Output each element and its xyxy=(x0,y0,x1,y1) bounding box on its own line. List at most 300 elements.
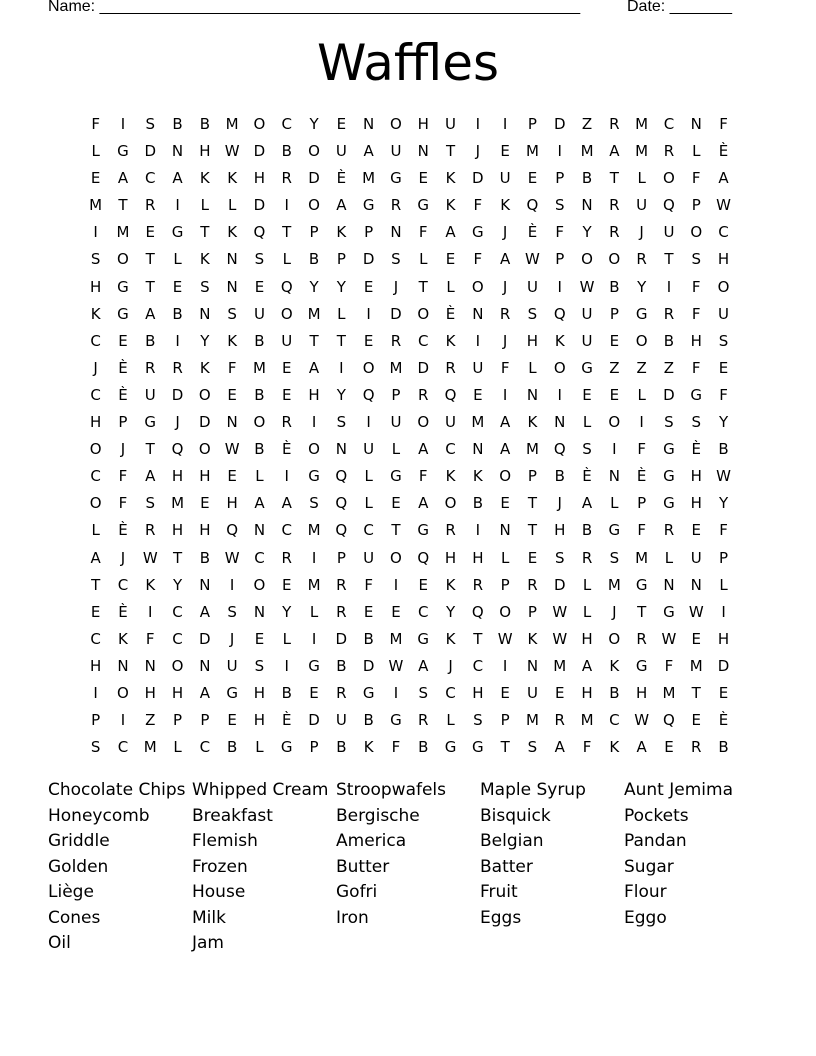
grid-cell: Y xyxy=(309,115,319,133)
grid-cell: M xyxy=(143,738,157,757)
grid-cell: E xyxy=(90,169,101,188)
grid-cell: P xyxy=(719,548,729,567)
grid-cell: P xyxy=(364,223,374,242)
grid-cell: Q xyxy=(471,602,484,621)
grid-cell: A xyxy=(554,738,565,757)
word-list-item: Batter xyxy=(480,856,533,877)
grid-cell: L xyxy=(91,521,100,540)
grid-cell: M xyxy=(307,304,321,323)
grid-cell: W xyxy=(716,196,731,215)
grid-cell: L xyxy=(173,738,182,757)
grid-cell: G xyxy=(417,521,430,540)
grid-cell: H xyxy=(581,629,593,648)
grid-cell: B xyxy=(718,440,729,459)
grid-row xyxy=(82,519,742,546)
grid-row xyxy=(82,574,742,601)
word-list-item: Flemish xyxy=(192,831,258,851)
grid-cell: K xyxy=(227,331,238,350)
grid-cell: I xyxy=(475,331,481,350)
grid-cell: I xyxy=(175,196,180,215)
grid-cell: C xyxy=(445,683,456,702)
grid-cell: R xyxy=(581,548,593,567)
grid-cell: S xyxy=(691,250,701,269)
grid-cell: Y xyxy=(309,277,319,296)
grid-row xyxy=(82,357,742,384)
grid-cell: A xyxy=(172,169,183,188)
grid-cell: U xyxy=(253,304,265,323)
grid-cell: T xyxy=(445,142,456,161)
grid-cell: L xyxy=(610,494,619,513)
grid-cell: E xyxy=(500,683,510,702)
grid-cell: H xyxy=(581,683,593,702)
grid-cell: M xyxy=(580,142,594,161)
grid-cell: B xyxy=(718,738,729,757)
grid-cell: B xyxy=(281,683,292,702)
grid-cell: Q xyxy=(553,440,566,459)
grid-cell: P xyxy=(118,413,128,432)
grid-cell: I xyxy=(393,683,399,702)
grid-cell: È xyxy=(691,440,701,459)
grid-cell: H xyxy=(472,548,484,567)
grid-cell: S xyxy=(254,656,265,675)
grid-cell: B xyxy=(336,656,347,675)
grid-cell: S xyxy=(227,304,237,323)
grid-cell: M xyxy=(689,656,703,675)
grid-cell: U xyxy=(581,331,593,350)
grid-cell: H xyxy=(554,521,566,540)
grid-cell: A xyxy=(308,358,320,377)
grid-cell: A xyxy=(636,738,647,757)
grid-cell: A xyxy=(418,656,429,675)
grid-cell: E xyxy=(609,331,620,350)
grid-cell: L xyxy=(500,548,510,567)
grid-cell: E xyxy=(718,683,729,702)
grid-cell: L xyxy=(446,711,455,730)
grid-cell: Q xyxy=(280,277,293,296)
grid-cell: M xyxy=(389,629,403,648)
grid-cell: Y xyxy=(637,277,647,296)
grid-cell: I xyxy=(393,575,399,594)
grid-cell: L xyxy=(637,169,646,188)
grid-cell: N xyxy=(472,440,484,459)
grid-cell: R xyxy=(609,196,620,215)
grid-cell: G xyxy=(280,738,293,757)
grid-cell: O xyxy=(171,656,184,675)
grid-cell: G xyxy=(635,656,648,675)
grid-cell: I xyxy=(557,142,562,161)
grid-cell: N xyxy=(417,142,429,161)
grid-cell: R xyxy=(418,711,429,730)
grid-cell: L xyxy=(282,250,291,269)
grid-cell: A xyxy=(609,142,620,161)
grid-cell: B xyxy=(363,711,374,730)
grid-cell: K xyxy=(554,331,565,350)
grid-cell: I xyxy=(311,413,317,432)
grid-cell: Q xyxy=(444,385,457,404)
grid-cell: D xyxy=(308,169,320,188)
grid-cell: I xyxy=(284,196,289,215)
grid-cell: F xyxy=(145,629,155,648)
grid-cell: H xyxy=(90,413,102,432)
grid-cell: D xyxy=(253,196,266,215)
grid-cell: H xyxy=(444,548,457,567)
word-list-item: Chocolate Chips xyxy=(48,780,186,800)
grid-cell: N xyxy=(199,304,211,323)
grid-cell: T xyxy=(391,521,401,540)
grid-cell: G xyxy=(390,169,402,188)
grid-cell: D xyxy=(417,358,430,377)
grid-cell: E xyxy=(282,385,292,404)
grid-cell: P xyxy=(691,196,701,215)
grid-cell: R xyxy=(145,358,156,377)
grid-cell: R xyxy=(636,629,647,648)
grid-cell: K xyxy=(90,304,101,323)
grid-cell: T xyxy=(664,250,674,269)
grid-cell: F xyxy=(719,521,728,540)
grid-cell: L xyxy=(364,467,373,486)
grid-cell: A xyxy=(363,142,374,161)
grid-cell: M xyxy=(307,575,321,594)
grid-cell: B xyxy=(172,304,183,323)
grid-cell: I xyxy=(557,385,562,404)
grid-cell: È xyxy=(445,304,456,323)
grid-cell: A xyxy=(500,440,511,459)
grid-cell: E xyxy=(691,629,701,648)
word-list-item: Sugar xyxy=(624,856,674,877)
grid-cell: B xyxy=(554,467,565,486)
grid-cell: E xyxy=(90,602,101,621)
grid-cell: P xyxy=(555,169,565,188)
grid-cell: R xyxy=(554,711,565,730)
grid-cell: S xyxy=(718,331,729,350)
grid-cell: M xyxy=(89,196,103,215)
grid-cell: O xyxy=(89,440,102,459)
grid-cell: O xyxy=(390,548,402,567)
grid-cell: L xyxy=(364,494,373,513)
grid-cell: O xyxy=(635,331,648,350)
word-list-item: Griddle xyxy=(48,831,110,851)
word-list-item: Butter xyxy=(336,856,390,877)
grid-cell: U xyxy=(445,413,457,432)
grid-cell: D xyxy=(199,413,211,432)
grid-cell: Q xyxy=(335,521,348,540)
grid-cell: È xyxy=(718,711,729,730)
word-row xyxy=(48,778,768,804)
grid-cell: H xyxy=(690,331,702,350)
grid-cell: W xyxy=(224,142,240,161)
grid-cell: B xyxy=(308,250,320,269)
grid-cell: M xyxy=(252,358,266,377)
grid-cell: H xyxy=(90,277,102,296)
grid-cell: N xyxy=(144,656,156,675)
grid-cell: I xyxy=(120,115,126,133)
grid-row xyxy=(82,221,742,248)
grid-cell: L xyxy=(200,196,210,215)
grid-cell: J xyxy=(175,413,180,432)
grid-cell: U xyxy=(363,548,375,567)
grid-cell: N xyxy=(526,385,539,404)
grid-cell: L xyxy=(91,142,100,161)
grid-cell: T xyxy=(637,602,647,621)
grid-cell: U xyxy=(499,169,511,188)
grid-cell: A xyxy=(500,413,511,432)
grid-cell: F xyxy=(555,223,565,242)
grid-cell: H xyxy=(199,142,211,161)
grid-cell: H xyxy=(171,683,184,702)
grid-cell: Z xyxy=(145,711,156,730)
grid-cell: K xyxy=(118,629,128,648)
word-list-item: Fruit xyxy=(480,882,518,902)
grid-cell: U xyxy=(526,277,538,296)
grid-cell: E xyxy=(200,494,210,513)
grid-cell: F xyxy=(719,385,728,404)
grid-cell: J xyxy=(229,629,235,648)
grid-cell: R xyxy=(691,738,702,757)
grid-cell: K xyxy=(527,413,538,432)
grid-cell: A xyxy=(581,494,593,513)
grid-cell: W xyxy=(552,602,568,621)
grid-cell: A xyxy=(581,656,593,675)
grid-cell: È xyxy=(118,385,128,404)
grid-cell: È xyxy=(282,440,292,459)
grid-cell: J xyxy=(475,142,481,161)
grid-cell: E xyxy=(363,602,374,621)
grid-cell: T xyxy=(473,629,483,648)
grid-cell: H xyxy=(253,711,266,730)
word-list-item: Cones xyxy=(48,907,101,928)
grid-cell: R xyxy=(172,358,183,377)
grid-cell: H xyxy=(199,521,211,540)
grid-cell: D xyxy=(717,656,730,675)
grid-cell: W xyxy=(716,467,731,486)
grid-cell: N xyxy=(581,196,593,215)
grid-cell: C xyxy=(172,602,183,621)
grid-cell: F xyxy=(473,196,483,215)
grid-cell: I xyxy=(284,656,289,675)
grid-cell: P xyxy=(336,250,346,269)
grid-cell: G xyxy=(390,467,402,486)
grid-cell: G xyxy=(608,521,621,540)
grid-cell: S xyxy=(145,494,155,513)
grid-cell: H xyxy=(472,683,484,702)
word-list-item: Frozen xyxy=(192,856,248,877)
grid-cell: M xyxy=(635,115,649,133)
grid-cell: B xyxy=(609,277,620,296)
grid-cell: E xyxy=(172,277,183,296)
grid-cell: M xyxy=(635,142,649,161)
grid-cell: Q xyxy=(417,548,430,567)
grid-cell: I xyxy=(339,358,344,377)
grid-cell: E xyxy=(691,711,701,730)
grid-cell: E xyxy=(609,385,620,404)
grid-cell: N xyxy=(499,521,511,540)
grid-cell: E xyxy=(145,223,155,242)
grid-cell: R xyxy=(663,521,675,540)
grid-cell: E xyxy=(391,494,401,513)
word-list-item: Flour xyxy=(624,882,667,902)
grid-cell: I xyxy=(229,575,235,594)
grid-cell: I xyxy=(284,467,289,486)
grid-cell: O xyxy=(499,467,512,486)
grid-cell: P xyxy=(609,304,619,323)
grid-cell: K xyxy=(227,223,238,242)
grid-cell: F xyxy=(637,440,646,459)
grid-cell: C xyxy=(718,223,729,242)
word-list-item: Eggo xyxy=(624,907,667,928)
letter-grid xyxy=(82,113,742,763)
grid-cell: C xyxy=(663,115,675,133)
grid-cell: W xyxy=(579,277,595,296)
grid-cell: T xyxy=(609,169,619,188)
grid-cell: B xyxy=(472,494,483,513)
grid-cell: O xyxy=(253,413,266,432)
grid-cell: G xyxy=(663,494,675,513)
grid-cell: I xyxy=(639,413,644,432)
grid-cell: B xyxy=(336,738,347,757)
grid-cell: N xyxy=(690,115,702,133)
grid-cell: U xyxy=(335,142,347,161)
grid-cell: O xyxy=(280,304,293,323)
grid-cell: M xyxy=(171,494,185,513)
grid-cell: K xyxy=(145,575,156,594)
grid-cell: C xyxy=(172,629,183,648)
grid-cell: Q xyxy=(253,223,266,242)
grid-cell: E xyxy=(582,385,592,404)
word-list-item: Pandan xyxy=(624,831,687,851)
grid-cell: T xyxy=(172,548,183,567)
grid-cell: R xyxy=(390,331,402,350)
grid-cell: T xyxy=(309,331,319,350)
grid-cell: K xyxy=(199,169,210,188)
word-row xyxy=(48,906,768,932)
grid-cell: O xyxy=(198,440,211,459)
grid-cell: J xyxy=(448,656,453,675)
grid-row xyxy=(82,682,742,709)
grid-cell: Q xyxy=(526,196,539,215)
name-field-label: Name: ______________________________________________________ xyxy=(48,0,581,15)
grid-cell: D xyxy=(199,629,211,648)
grid-cell: O xyxy=(253,115,266,133)
grid-cell: I xyxy=(366,304,371,323)
grid-cell: R xyxy=(390,196,402,215)
grid-cell: O xyxy=(581,250,593,269)
grid-cell: I xyxy=(557,277,562,296)
grid-cell: O xyxy=(608,413,621,432)
grid-cell: U xyxy=(144,385,156,404)
grid-cell: G xyxy=(635,575,648,594)
grid-cell: N xyxy=(199,656,211,675)
grid-cell: Y xyxy=(200,331,210,350)
grid-cell: K xyxy=(500,196,511,215)
grid-cell: F xyxy=(691,169,701,188)
grid-cell: E xyxy=(254,277,265,296)
grid-cell: R xyxy=(472,575,484,594)
grid-cell: O xyxy=(253,575,266,594)
grid-cell: Y xyxy=(445,602,456,621)
grid-cell: C xyxy=(199,738,211,757)
grid-cell: O xyxy=(417,304,430,323)
grid-cell: H xyxy=(253,683,266,702)
grid-cell: G xyxy=(417,629,430,648)
grid-cell: G xyxy=(362,196,375,215)
grid-cell: Y xyxy=(718,494,729,513)
word-row xyxy=(48,804,768,830)
grid-cell: J xyxy=(120,548,126,567)
grid-cell: M xyxy=(662,683,676,702)
grid-cell: F xyxy=(391,738,401,757)
grid-cell: G xyxy=(690,385,703,404)
grid-cell: C xyxy=(281,521,292,540)
grid-cell: A xyxy=(718,169,729,188)
grid-cell: M xyxy=(389,358,403,377)
grid-cell: T xyxy=(500,738,510,757)
grid-cell: L xyxy=(309,602,319,621)
grid-cell: C xyxy=(117,738,129,757)
word-list-item: Oil xyxy=(48,933,71,953)
grid-cell: N xyxy=(253,521,266,540)
grid-cell: K xyxy=(445,467,456,486)
grid-cell: K xyxy=(445,629,456,648)
grid-cell: N xyxy=(171,142,184,161)
grid-cell: U xyxy=(390,142,402,161)
grid-row xyxy=(82,248,742,275)
grid-cell: F xyxy=(364,575,373,594)
grid-cell: T xyxy=(145,277,155,296)
grid-cell: I xyxy=(502,656,508,675)
grid-cell: M xyxy=(116,223,130,242)
grid-cell: W xyxy=(552,629,568,648)
grid-row xyxy=(82,411,742,438)
grid-cell: K xyxy=(363,738,374,757)
grid-cell: H xyxy=(690,494,702,513)
grid-cell: F xyxy=(418,223,428,242)
grid-cell: W xyxy=(497,629,513,648)
grid-cell: G xyxy=(444,738,457,757)
grid-cell: I xyxy=(93,223,98,242)
grid-row xyxy=(82,628,742,655)
grid-cell: L xyxy=(282,629,291,648)
grid-cell: U xyxy=(663,223,675,242)
grid-cell: È xyxy=(282,711,292,730)
grid-cell: N xyxy=(226,413,238,432)
grid-cell: U xyxy=(526,683,538,702)
grid-cell: G xyxy=(390,711,402,730)
grid-cell: G xyxy=(472,738,484,757)
word-list-item: Liège xyxy=(48,882,94,902)
grid-cell: C xyxy=(254,548,265,567)
grid-cell: W xyxy=(688,602,704,621)
grid-cell: L xyxy=(173,250,182,269)
grid-cell: Q xyxy=(663,196,675,215)
grid-cell: R xyxy=(445,521,456,540)
grid-cell: È xyxy=(118,602,128,621)
word-row xyxy=(48,931,768,957)
grid-cell: B xyxy=(254,385,265,404)
grid-cell: R xyxy=(145,196,156,215)
grid-cell: N xyxy=(390,223,402,242)
grid-cell: U xyxy=(226,656,238,675)
grid-cell: A xyxy=(418,440,429,459)
grid-cell: F xyxy=(91,115,100,133)
grid-cell: G xyxy=(663,602,675,621)
grid-cell: N xyxy=(608,467,620,486)
grid-cell: D xyxy=(144,142,157,161)
grid-cell: I xyxy=(120,711,126,730)
grid-cell: D xyxy=(553,575,566,594)
grid-cell: H xyxy=(171,467,184,486)
word-row xyxy=(48,829,768,855)
grid-cell: H xyxy=(526,331,539,350)
